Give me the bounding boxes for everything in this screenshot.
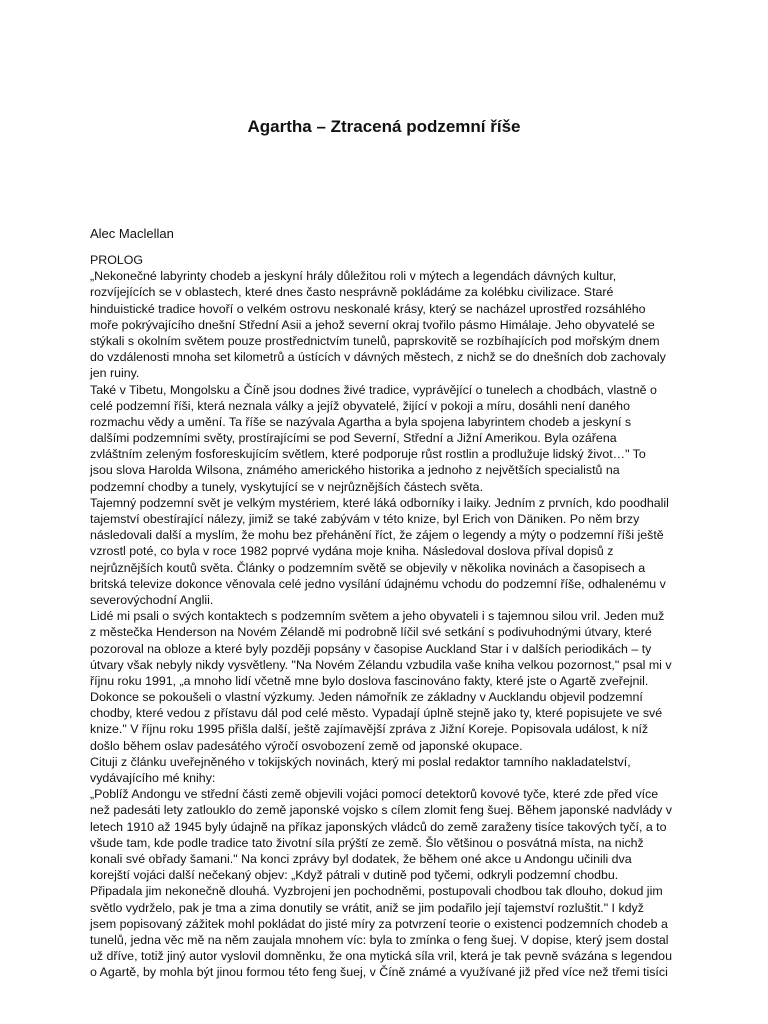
text-line: celé podzemní říši, která neznala války a jejíž obyvatelé, žijící v pokoji a míru, dosáhli není daného	[90, 398, 630, 413]
text-line: došlo během oslav padesátého výročí osvobození země od japonské okupace.	[90, 738, 523, 753]
text-line: podzemní chodby a tunely, vyskytující se v nejrůznějších částech světa.	[90, 479, 484, 494]
text-line: „Poblíž Andongu ve střední části země objevili vojáci pomocí detektorů kovové tyče, které zde před více	[90, 787, 659, 802]
text-line: jen ruiny.	[90, 366, 140, 381]
text-line: zvláštním zeleným fosforeskujícím světlem, které podporuje růst rostlin a prodlužuje lidský život…" To	[90, 447, 646, 462]
text-line: tajemství obestírající nálezy, jimiž se také zabývám v této knize, byl Erich von Däniken. Po něm brzy	[90, 512, 640, 526]
page-title: Agartha – Ztracená podzemní říše	[247, 117, 521, 136]
text-line: severovýchodní Anglii.	[90, 592, 214, 607]
text-line: moře pokrývajícího dnešní Střední Asii a jehož severní okraj tvořilo pásmo Himálaje. Jeho obyvatelé se	[90, 317, 655, 332]
text-line: vzrostl poté, co byla v roce 1982 poprvé vydána moje kniha. Následoval doslova příval dopisů z	[90, 544, 614, 559]
text-line: říjnu roku 1991, „a mnoho lidí včetně mne bylo doslova fascinováno fakty, které jste o Agartě zveřejnil.	[90, 673, 649, 688]
text-line: jsem popisovaný zážitek mohl pokládat do jisté míry za potvrzení teorie o existenci podzemních chodeb a	[90, 916, 668, 931]
text-line: chodby, které vedou z přístavu dál pod celé město. Vypadají úplně stejně jako ty, které popisujete ve své	[90, 706, 663, 721]
text-line: všude tam, kde podle tradice tato životní síla prýští ze země. Šlo většinou o posvátná místa, na nichž	[90, 835, 644, 850]
body-text	[90, 252, 690, 980]
text-line: než padesáti lety zatlouklo do země japonské vojsko s cílem zlomit feng šuej. Během japonské nadvlády v	[90, 803, 672, 818]
author-name: Alec Maclellan	[90, 226, 174, 241]
text-line: z městečka Henderson na Novém Zélandě mi podrobně líčil své setkání s podivuhodnými útvary, které	[90, 625, 652, 640]
text-line: stýkali s okolním světem pouze prostřednictvím tunelů, paprskovitě se rozbíhajících pod mořským dnem	[90, 333, 660, 348]
text-line: pozoroval na obloze a které byly později popsány v časopise Auckland Star i v dalších periodikách – ty	[90, 641, 652, 656]
text-line: do vzdálenosti mnoha set kilometrů a ústících v dávných městech, z nichž se do dnešních dob zachovaly	[90, 350, 666, 365]
text-line: světlo vydrželo, pak je tma a zima donutily se vrátit, aniž se jim podařilo její tajemství rozluštit." I když	[90, 900, 644, 915]
text-line: jsou slova Harolda Wilsona, známého amerického historika a jednoho z největších specialistů na	[90, 463, 620, 478]
text-line: o Agartě, by mohla být jinou formou této feng šuej, v Číně známé a využívané již před více než třemi tisíci	[90, 965, 668, 980]
text-line: Také v Tibetu, Mongolsku a Číně jsou dodnes živé tradice, vyprávějící o tunelech a chodbách, vlastně o	[90, 382, 657, 397]
text-line: už dříve, totiž jiný autor vyslovil domněnku, že ona mytická síla vril, která je tak pevně svázána s legendou	[90, 949, 672, 964]
text-line: Cituji z článku uveřejněného v tokijských novinách, který mi poslal redaktor tamního nakladatelství,	[90, 754, 631, 769]
text-line: nejrůznějších koutů světa. Články o podzemním světě se objevily v několika novinách a časopisech a	[90, 560, 646, 575]
text-line: korejští vojáci další nečekaný objev: „Když pátrali v dutině pod tyčemi, odkryli podzemní chodbu.	[90, 868, 619, 883]
text-line: útvary však nebyly nikdy vysvětleny. "Na Novém Zélandu vzbudila vaše kniha velkou pozornost," psal mi v	[90, 657, 672, 672]
section-heading: PROLOG	[90, 253, 144, 267]
text-line: „Nekonečné labyrinty chodeb a jeskyní hrály důležitou roli v mýtech a legendách dávných kultur,	[90, 269, 617, 284]
text-line: konali své obřady šamani." Na konci zprávy byl dodatek, že během oné akce u Andongu učinili dva	[90, 851, 632, 866]
text-line: dalšími podzemními světy, prostírajícími se pod Severní, Střední a Jižní Amerikou. Byla ozářena	[90, 431, 617, 446]
text-line: tunelů, jedna věc mě na něm zaujala mnohem víc: byla to zmínka o feng šuej. V dopise, který jsem dostal	[90, 932, 669, 947]
text-line: rozvíjejících se v oblastech, které dnes často nesprávně pokládáme za kolébku civilizace. Staré	[90, 285, 614, 300]
text-line: Dokonce se pokoušeli o vlastní výzkumy. Jeden námořník ze základny v Aucklandu objevil podzemní	[90, 690, 643, 705]
text-line: rozmachu vědy a umění. Ta říše se nazývala Agartha a byla spojena labyrintem chodeb a jeskyní s	[90, 414, 632, 429]
text-line: letech 1910 až 1945 byly údajně na příkaz japonských vládců do země zaraženy tisíce takových tyčí, a to	[90, 819, 667, 834]
text-line: Připadala jim nekonečně dlouhá. Vyzbrojeni jen pochodněmi, postupovali chodbou tak dlouho, dokud jim	[90, 884, 663, 899]
text-line: knize." V říjnu roku 1995 přišla další, ještě zajímavější zpráva z Jižní Koreje. Popisovala událost, k níž	[90, 722, 649, 737]
text-line: britská televize dokonce věnovala celé jedno vysílání údajnému vchodu do podzemní říše, odhalenému v	[90, 576, 666, 591]
text-line: následovali další a myslím, že mohu bez přehánění říct, že zájem o legendy a mýty o podzemní říši ještě	[90, 528, 664, 543]
text-line: Lidé mi psali o svých kontaktech s podzemním světem a jeho obyvateli i s tajemnou silou vril. Jeden muž	[90, 609, 665, 624]
text-line: vydávajícího mé knihy:	[90, 771, 216, 785]
text-line: Tajemný podzemní svět je velkým mystériem, které láká odborníky i laiky. Jedním z prvních, kdo poodhalil	[90, 495, 669, 510]
text-line: hinduistické tradice hovoří o velkém ostrovu neskonalé krásy, který se nacházel uprostřed rozsáhlého	[90, 301, 646, 316]
